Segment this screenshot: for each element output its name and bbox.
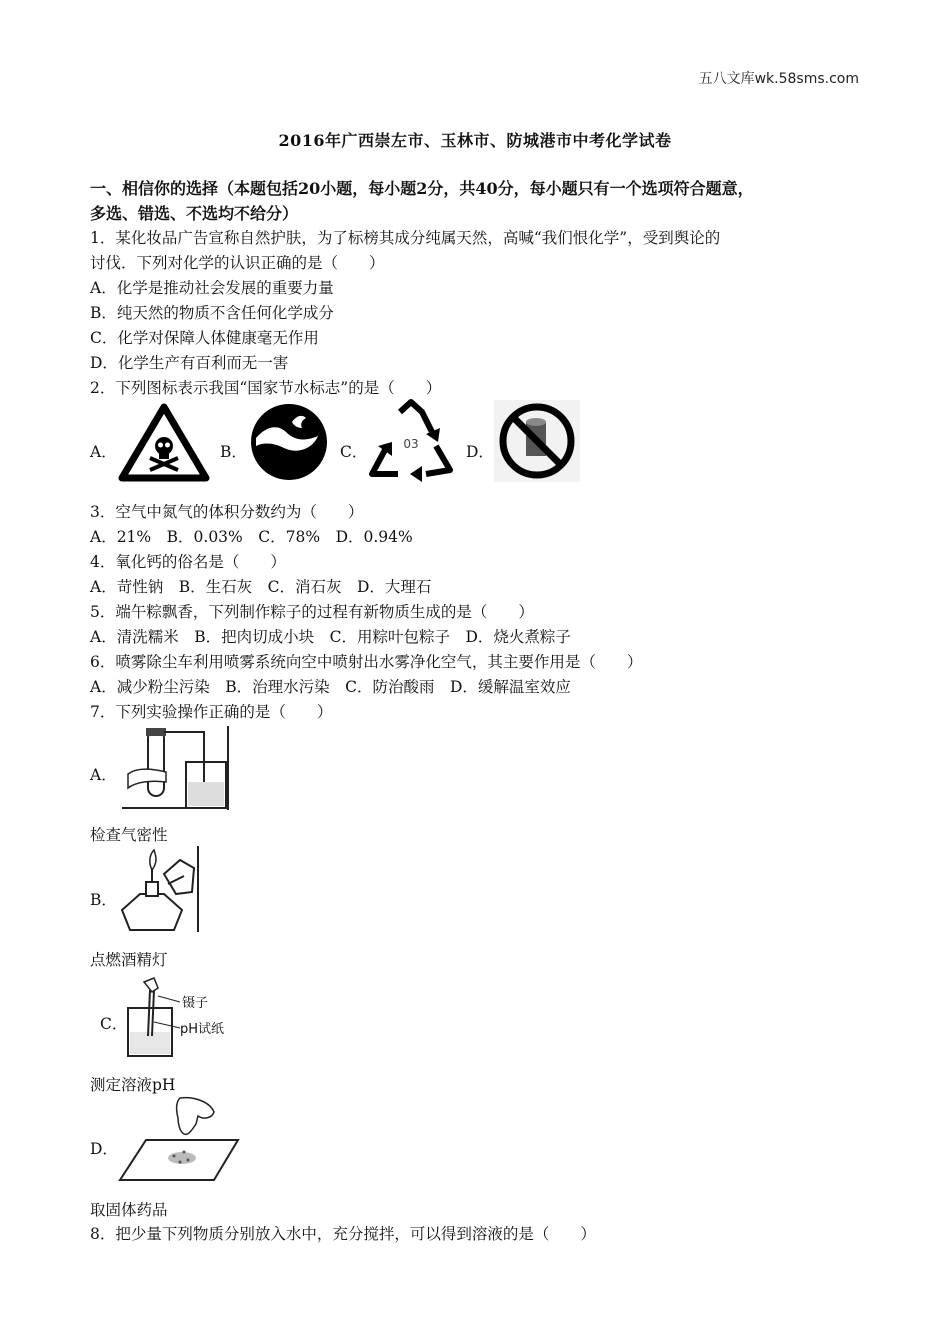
q2-label-a: A．	[90, 443, 117, 461]
q7-caption-a: 检查气密性	[90, 826, 168, 844]
q3-stem: 3．空气中氮气的体积分数约为（ ）	[90, 503, 364, 521]
q1-stem-line1: 1．某化妆品广告宣称自然护肤，为了标榜其成分纯属天然，高喊“我们恨化学”，受到舆论的	[90, 229, 721, 247]
section-heading-line1: 一、相信你的选择（本题包括20小题，每小题2分，共40分，每小题只有一个选项符合题意，	[90, 179, 754, 198]
q5-stem: 5．端午粽飘香，下列制作粽子的过程有新物质生成的是（ ）	[90, 603, 534, 621]
q7-label-a: A．	[90, 766, 117, 784]
q2-label-d: D．	[466, 443, 494, 461]
water-saving-icon	[246, 402, 332, 482]
ph-paper-label: pH试纸	[180, 1022, 225, 1037]
q7-stem: 7．下列实验操作正确的是（ ）	[90, 703, 333, 721]
recycle-icon	[366, 398, 456, 482]
recycle-number: 03	[403, 437, 419, 451]
q8-stem: 8．把少量下列物质分别放入水中，充分搅拌，可以得到溶液的是（ ）	[90, 1225, 596, 1243]
q7-label-d: D．	[90, 1140, 118, 1158]
q1-option-d: D．化学生产有百利而无一害	[90, 354, 289, 372]
q2-label-c: C．	[340, 443, 368, 461]
q7-caption-b: 点燃酒精灯	[90, 951, 168, 969]
q7-label-c: C．	[100, 1015, 128, 1033]
q6-stem: 6．喷雾除尘车利用喷雾系统向空中喷射出水雾净化空气，其主要作用是（ ）	[90, 653, 643, 671]
q7-caption-d: 取固体药品	[90, 1201, 168, 1219]
tweezers-label: 镊子	[182, 996, 209, 1011]
page-title: 2016年广西崇左市、玉林市、防城港市中考化学试卷	[278, 131, 672, 150]
q1-option-a: A．化学是推动社会发展的重要力量	[90, 279, 334, 297]
q7-caption-c: 测定溶液pH	[90, 1076, 176, 1094]
q4-stem: 4．氧化钙的俗名是（ ）	[90, 553, 286, 571]
q4-options: A．苛性钠 B．生石灰 C．消石灰 D．大理石	[90, 578, 432, 596]
q7-label-b: B．	[90, 891, 117, 909]
section-heading-line2: 多选、错选、不选均不给分）	[90, 204, 299, 223]
solid-reagent-illustration	[118, 1094, 240, 1184]
q1-stem-line2: 讨伐．下列对化学的认识正确的是（ ）	[90, 254, 385, 272]
no-dumping-icon	[494, 400, 580, 482]
q2-label-b: B．	[220, 443, 247, 461]
poison-sign-icon	[118, 402, 210, 482]
q5-options: A．清洗糯米 B．把肉切成小块 C．用粽叶包粽子 D．烧火煮粽子	[90, 628, 571, 646]
q1-option-c: C．化学对保障人体健康毫无作用	[90, 329, 319, 347]
q2-stem: 2．下列图标表示我国“国家节水标志”的是（ ）	[90, 379, 442, 397]
site-watermark: 五八文库wk.58sms.com	[698, 71, 859, 87]
alcohol-lamp-illustration	[120, 846, 200, 932]
airtightness-check-illustration	[120, 724, 230, 810]
q6-options: A．减少粉尘污染 B．治理水污染 C．防治酸雨 D．缓解温室效应	[90, 678, 571, 696]
q3-options: A．21% B．0.03% C．78% D．0.94%	[90, 528, 413, 546]
q1-option-b: B．纯天然的物质不含任何化学成分	[90, 304, 334, 322]
ph-test-illustration	[124, 974, 230, 1058]
